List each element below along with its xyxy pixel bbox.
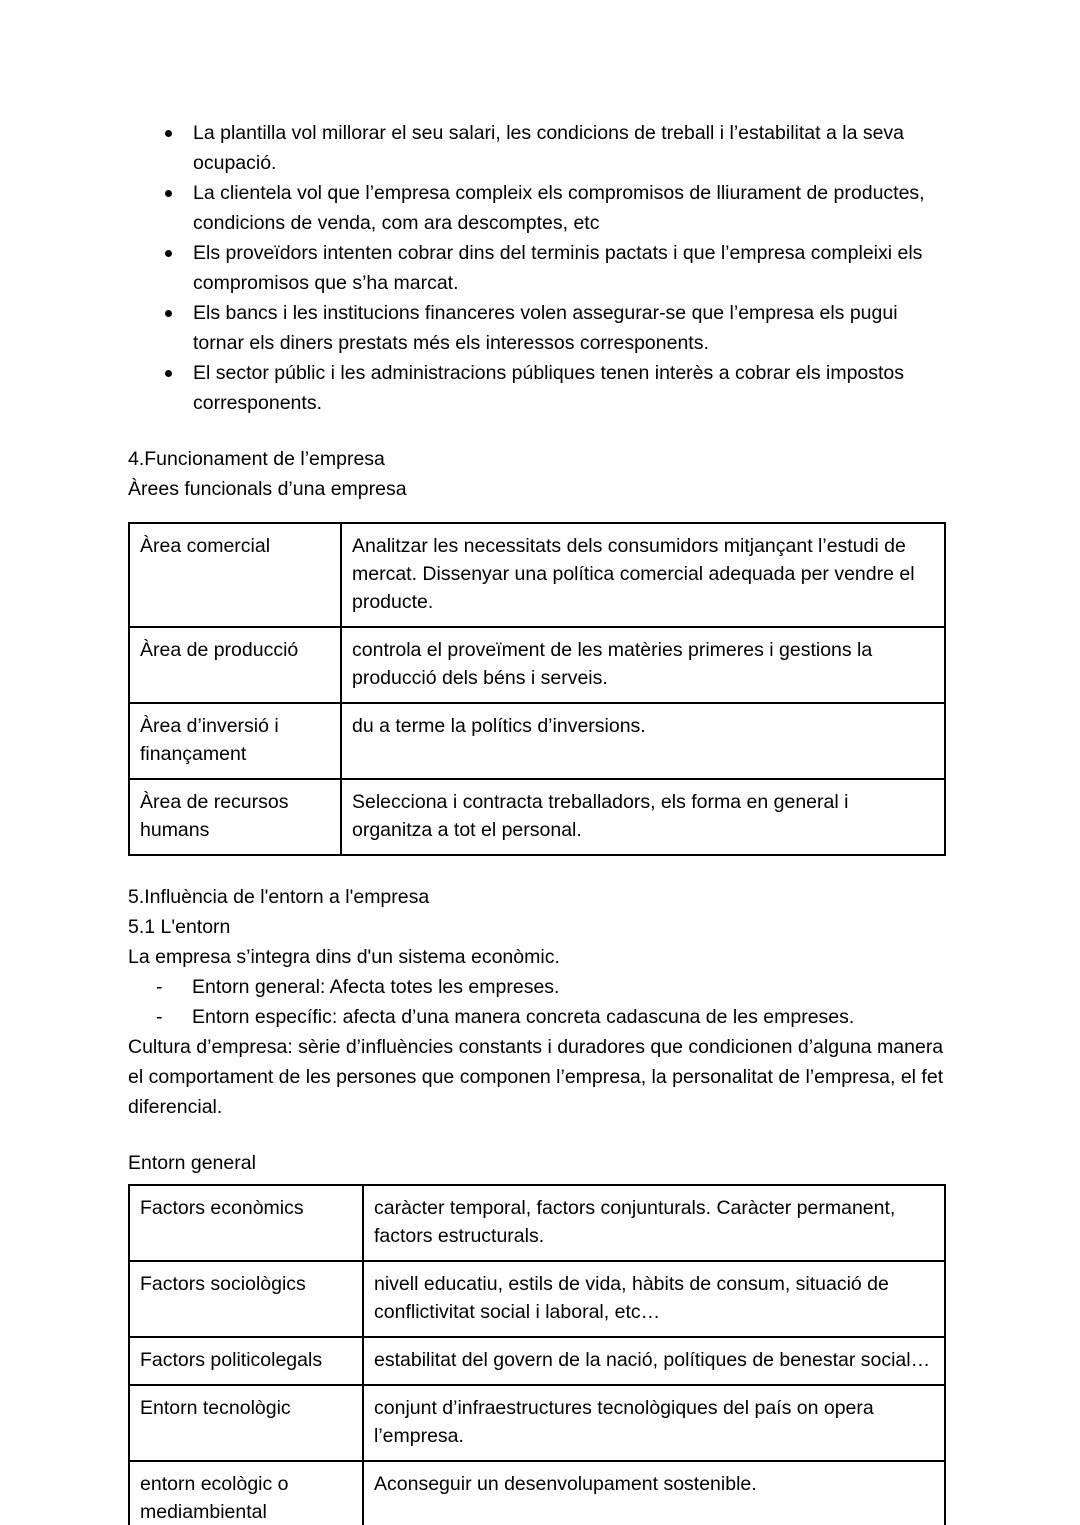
table-cell-value: nivell educatiu, estils de vida, hàbits de consum, situació de conflictivitat social i laboral, etc…	[363, 1261, 945, 1337]
spacer	[128, 504, 950, 522]
spacer	[128, 856, 950, 882]
table-row	[129, 1185, 945, 1261]
table-cell-key: Àrea de recursos humans	[129, 779, 341, 855]
table-cell-value: Analitzar les necessitats dels consumidors mitjançant l’estudi de mercat. Dissenyar una política comercial adequada per vendre el producte.	[341, 523, 945, 627]
table-cell-value: controla el proveïment de les matèries primeres i gestions la producció dels béns i serveis.	[341, 627, 945, 703]
spacer	[128, 1122, 950, 1148]
list-item: - Entorn general: Afecta totes les empreses.	[128, 972, 950, 1002]
table-cell-value: caràcter temporal, factors conjunturals. Caràcter permanent, factors estructurals.	[363, 1185, 945, 1261]
list-item: - Entorn específic: afecta d’una manera concreta cadascuna de les empreses.	[128, 1002, 950, 1032]
table-cell-key: Àrea comercial	[129, 523, 341, 627]
entorn-dash-list	[128, 972, 950, 1032]
table-row	[129, 1261, 945, 1337]
table-cell-key: Àrea de producció	[129, 627, 341, 703]
table-row	[129, 523, 945, 627]
section-5-heading: 5.Influència de l'entorn a l'empresa	[128, 886, 430, 908]
table-cell-key: Entorn tecnològic	[129, 1385, 363, 1461]
table-row	[129, 1385, 945, 1461]
table-row	[129, 779, 945, 855]
section-4-heading: 4.Funcionament de l’empresa	[128, 448, 385, 470]
table-row	[129, 1461, 945, 1525]
table-cell-key: Factors politicolegals	[129, 1337, 363, 1385]
culture-paragraph: Cultura d’empresa: sèrie d’influències constants i duradores que condicionen d’alguna manera el comportament de les persones que componen l’empresa, la personalitat de l’empresa, el fet diferencial.	[128, 1036, 944, 1118]
table-cell-key: Factors econòmics	[129, 1185, 363, 1261]
stakeholder-bullet-list	[128, 118, 950, 418]
table-cell-value: estabilitat del govern de la nació, polítiques de benestar social…	[363, 1337, 945, 1385]
entorn-general-caption: Entorn general	[128, 1152, 256, 1174]
entorn-general-table	[128, 1184, 946, 1525]
table-cell-value: Selecciona i contracta treballadors, els forma en general i organitza a tot el personal.	[341, 779, 945, 855]
spacer	[128, 418, 950, 444]
areas-funcionals-table	[128, 522, 946, 856]
list-item: El sector públic i les administracions públiques tenen interès a cobrar els impostos corresponents.	[128, 358, 950, 418]
table-cell-key: Factors sociològics	[129, 1261, 363, 1337]
section-4-subheading: Àrees funcionals d’una empresa	[128, 478, 407, 500]
table-row	[129, 627, 945, 703]
list-item: La plantilla vol millorar el seu salari, les condicions de treball i l’estabilitat a la seva ocupació.	[128, 118, 950, 178]
section-5-intro: La empresa s’integra dins d'un sistema econòmic.	[128, 946, 560, 968]
table-row	[129, 703, 945, 779]
section-5-subheading: 5.1 L'entorn	[128, 916, 231, 938]
table-cell-value: du a terme la polítics d’inversions.	[341, 703, 945, 779]
list-item: Els bancs i les institucions financeres volen assegurar-se que l’empresa els pugui tornar els diners prestats més els interessos corresponents.	[128, 298, 950, 358]
table-cell-key: entorn ecològic o mediambiental	[129, 1461, 363, 1525]
table-cell-value: conjunt d’infraestructures tecnològiques del país on opera l’empresa.	[363, 1385, 945, 1461]
table-row	[129, 1337, 945, 1385]
table-cell-key: Àrea d’inversió i finançament	[129, 703, 341, 779]
document-body	[128, 118, 950, 1525]
list-item: La clientela vol que l’empresa compleix els compromisos de lliurament de productes, condicions de venda, com ara descomptes, etc	[128, 178, 950, 238]
list-item: Els proveïdors intenten cobrar dins del terminis pactats i que l’empresa compleixi els compromisos que s’ha marcat.	[128, 238, 950, 298]
table-cell-value: Aconseguir un desenvolupament sostenible.	[363, 1461, 945, 1525]
